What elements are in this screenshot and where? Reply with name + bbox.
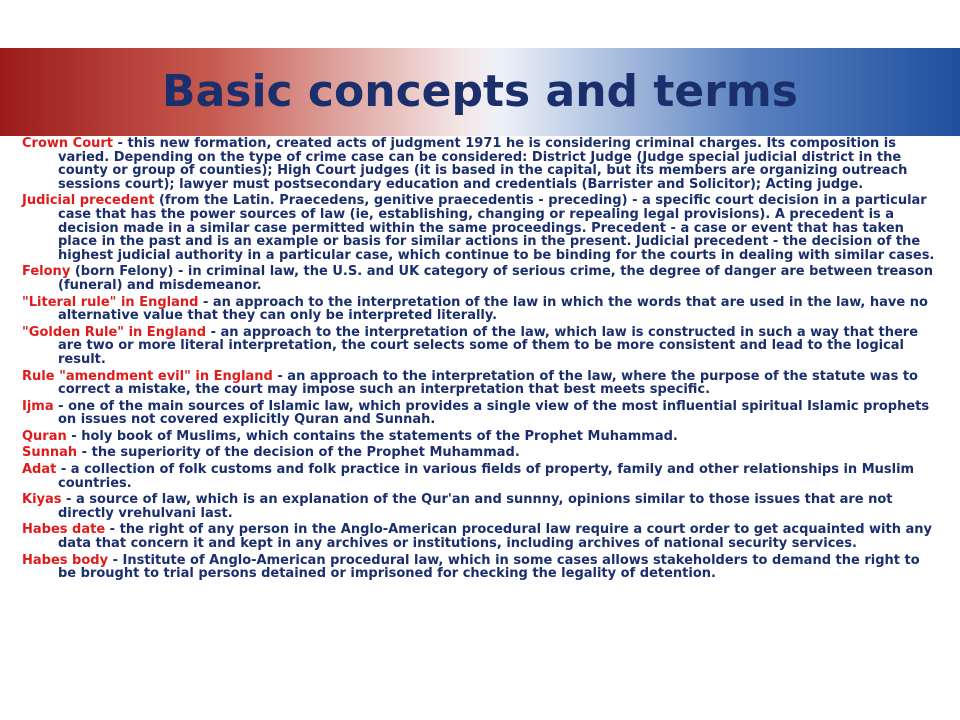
definition-text: (from the Latin. Praecedens, genitive praecedentis - preceding) - a specific court decision in a particular case that has the power sources of law (ie, establishing, changing or repealing legal provisions). A precedent is a decision made in a similar case permitted within the same proceedings. Precedent - a case or event that has taken place in the past and is an example or basis for similar actions in the present. Judicial precedent - the decision of the highest judicial authority in a particular case, which continue to be binding for the courts in dealing with similar cases.	[58, 193, 935, 263]
definition-term: Crown Court	[22, 136, 114, 151]
definition-text: - an approach to the interpretation of the law, which law is constructed in such a way that there are two or more literal interpretation, the court selects some of them to be more consistent and lead to the logical result.	[58, 324, 919, 367]
definition-term: Rule "amendment evil" in England	[22, 368, 273, 384]
definition-entry	[22, 446, 942, 460]
definition-entry	[22, 137, 942, 191]
definition-term: Judicial precedent	[22, 193, 155, 209]
definition-term: Kiyas	[22, 492, 62, 508]
definition-term: Habes date	[22, 522, 106, 538]
definition-entry	[22, 523, 942, 550]
definition-text: - the superiority of the decision of the Prophet Muhammad.	[77, 445, 520, 461]
definition-text: - this new formation, created acts of judgment 1971 he is considering criminal charges. Its composition is varied. Depending on the type of crime case can be considered: District Judge (Judge special judicial district in the county or group of counties); High Court judges (it is based in the capital, but its members are organizing outreach sessions court); lawyer must postsecondary education and credentials (Barrister and Solicitor); Acting judge.	[58, 136, 908, 192]
definition-text: - a source of law, which is an explanation of the Qur'an and sunnny, opinions similar to those issues that are not directly vrehulvani last.	[58, 492, 893, 521]
definition-term: Habes body	[22, 552, 109, 568]
definition-text: - holy book of Muslims, which contains the statements of the Prophet Muhammad.	[66, 428, 678, 444]
definition-term: Adat	[22, 462, 57, 478]
definition-text: - one of the main sources of Islamic law, which provides a single view of the most influential spiritual Islamic prophets on issues not covered explicitly Quran and Sunnah.	[53, 398, 930, 428]
slide-title: Basic concepts and terms	[162, 66, 798, 117]
definition-entry	[22, 296, 942, 323]
definition-entry	[22, 493, 942, 520]
definition-term: Sunnah	[22, 445, 78, 461]
definition-text: - a collection of folk customs and folk practice in various fields of property, family and other relationships in Muslim countries.	[56, 462, 915, 491]
definition-text: - the right of any person in the Anglo-American procedural law require a court order to get acquainted with any data that concern it and kept in any archives or institutions, including archives of national security services.	[58, 522, 932, 552]
definition-term: "Literal rule" in England	[22, 294, 199, 310]
definition-text: (born Felony) - in criminal law, the U.S. and UK category of serious crime, the degree of danger are between treason (funeral) and misdemeanor.	[58, 264, 933, 293]
definition-entry	[22, 554, 942, 581]
definition-term: Felony	[22, 264, 71, 280]
definition-text: - an approach to the interpretation of the law, where the purpose of the statute was to correct a mistake, the court may impose such an interpretation that best meets specific.	[58, 368, 918, 398]
definition-term: Quran	[22, 428, 67, 444]
definitions-list	[22, 137, 942, 584]
definition-entry	[22, 400, 942, 427]
definition-entry	[22, 265, 942, 292]
definition-entry	[22, 326, 942, 367]
definition-text: - Institute of Anglo-American procedural law, which in some cases allows stakeholders to demand the right to be brought to trial persons detained or imprisoned for checking the legality of detention.	[58, 552, 920, 582]
definition-entry	[22, 370, 942, 397]
definition-entry	[22, 194, 942, 262]
definition-entry	[22, 430, 942, 444]
definition-term: Ijma	[22, 398, 54, 414]
definition-entry	[22, 463, 942, 490]
definition-term: "Golden Rule" in England	[22, 324, 207, 340]
definition-text: - an approach to the interpretation of the law in which the words that are used in the law, have no alternative value that they can only be interpreted literally.	[58, 294, 928, 324]
